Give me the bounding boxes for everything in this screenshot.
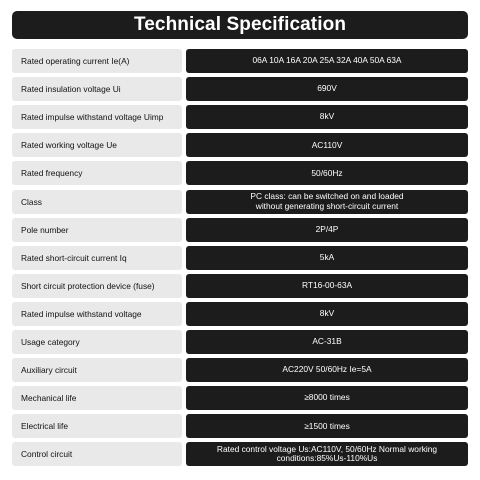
spec-row [12, 218, 468, 242]
spec-label: Pole number [12, 218, 182, 242]
spec-row [12, 330, 468, 354]
spec-label: Class [12, 190, 182, 214]
spec-row [12, 274, 468, 298]
page-title: Technical Specification [12, 11, 468, 39]
spec-label: Usage category [12, 330, 182, 354]
spec-row [12, 161, 468, 185]
spec-row [12, 414, 468, 438]
spec-value: 5kA [186, 246, 468, 270]
spec-row [12, 358, 468, 382]
spec-value: 690V [186, 77, 468, 101]
spec-value: AC110V [186, 133, 468, 157]
spec-row [12, 105, 468, 129]
spec-value: Rated control voltage Us:AC110V, 50/60Hz Normal working conditions:85%Us-110%Us [186, 442, 468, 466]
spec-label: Rated operating current Ie(A) [12, 49, 182, 73]
spec-label: Mechanical life [12, 386, 182, 410]
spec-value: RT16-00-63A [186, 274, 468, 298]
spec-row [12, 442, 468, 466]
spec-label: Short circuit protection device (fuse) [12, 274, 182, 298]
spec-value: PC class: can be switched on and loaded without generating short-circuit current [186, 190, 468, 214]
spec-row [12, 133, 468, 157]
spec-value: 2P/4P [186, 218, 468, 242]
spec-label: Rated impulse withstand voltage Uimp [12, 105, 182, 129]
spec-row [12, 49, 468, 73]
spec-label: Rated insulation voltage Ui [12, 77, 182, 101]
spec-label: Rated frequency [12, 161, 182, 185]
spec-label: Control circuit [12, 442, 182, 466]
spec-label: Rated working voltage Ue [12, 133, 182, 157]
spec-value: 06A 10A 16A 20A 25A 32A 40A 50A 63A [186, 49, 468, 73]
spec-label: Auxiliary circuit [12, 358, 182, 382]
spec-label: Electrical life [12, 414, 182, 438]
spec-value: ≥1500 times [186, 414, 468, 438]
spec-row [12, 190, 468, 214]
spec-label: Rated short-circuit current Iq [12, 246, 182, 270]
spec-value: AC220V 50/60Hz Ie=5A [186, 358, 468, 382]
spec-label: Rated impulse withstand voltage [12, 302, 182, 326]
spec-row [12, 386, 468, 410]
spec-value: 8kV [186, 302, 468, 326]
spec-row [12, 246, 468, 270]
spec-value: 8kV [186, 105, 468, 129]
spec-value: ≥8000 times [186, 386, 468, 410]
spec-row [12, 302, 468, 326]
spec-value: AC-31B [186, 330, 468, 354]
spec-row [12, 77, 468, 101]
spec-value: 50/60Hz [186, 161, 468, 185]
